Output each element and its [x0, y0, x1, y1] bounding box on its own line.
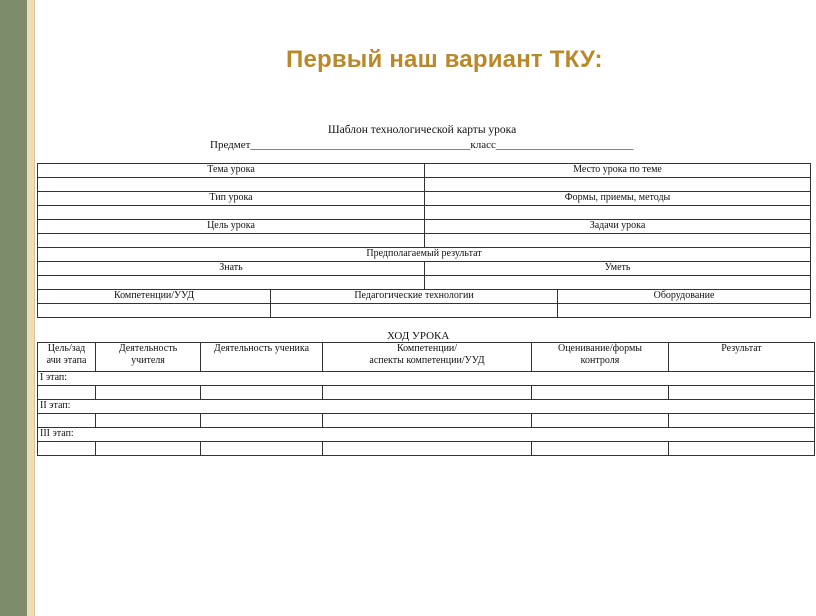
tasks-label: Задачи урока — [425, 220, 811, 234]
header-text: Оценивание/формы — [557, 343, 643, 354]
evaluation-header — [532, 343, 669, 372]
header-text: аспекты компетенции/УУД — [369, 355, 485, 366]
table-cell — [323, 414, 532, 428]
lesson-flow-table — [37, 342, 815, 456]
slide-title: Первый наш вариант ТКУ: — [286, 46, 603, 73]
can-value-cell — [425, 276, 811, 290]
table-row — [38, 276, 811, 290]
stage-1-label: I этап: — [38, 372, 815, 386]
table-cell — [96, 414, 201, 428]
table-cell — [38, 386, 96, 400]
table-cell — [532, 442, 669, 456]
table-cell — [96, 442, 201, 456]
slide-left-accent-stripe — [27, 0, 34, 616]
table-header-row — [38, 343, 815, 372]
type-value-cell — [38, 206, 425, 220]
table-cell — [323, 386, 532, 400]
table-cell — [38, 414, 96, 428]
table-row — [38, 164, 811, 178]
header-text: ачи этапа — [46, 355, 87, 366]
table-row — [38, 290, 811, 304]
lesson-flow-heading: ХОД УРОКА — [387, 330, 450, 342]
table-cell — [669, 442, 815, 456]
table-row — [38, 220, 811, 234]
document-title: Шаблон технологической карты урока — [328, 124, 517, 136]
forms-value-cell — [425, 206, 811, 220]
table-row — [38, 386, 815, 400]
table-row — [38, 206, 811, 220]
table-cell — [669, 386, 815, 400]
technologies-label: Педагогические технологии — [271, 290, 558, 304]
table-row — [38, 400, 815, 414]
goal-value-cell — [38, 234, 425, 248]
stage-3-label: III этап: — [38, 428, 815, 442]
table-row — [38, 248, 811, 262]
table-cell — [201, 386, 323, 400]
slide-left-border-bar — [0, 0, 27, 616]
place-label: Место урока по теме — [425, 164, 811, 178]
table-cell — [201, 414, 323, 428]
table-cell — [96, 386, 201, 400]
stage-2-label: II этап: — [38, 400, 815, 414]
header-text: Цель/зад — [47, 343, 86, 354]
topic-value-cell — [38, 178, 425, 192]
teacher-activity-header — [96, 343, 201, 372]
competencies-label: Компетенции/УУД — [38, 290, 271, 304]
header-text: контроля — [580, 355, 620, 366]
table-cell — [38, 442, 96, 456]
student-activity-header: Деятельность ученика — [201, 343, 323, 372]
forms-label: Формы, приемы, методы — [425, 192, 811, 206]
table-row — [38, 428, 815, 442]
header-text: учителя — [131, 355, 165, 366]
equipment-value-cell — [558, 304, 811, 318]
can-label: Уметь — [425, 262, 811, 276]
table-row — [38, 192, 811, 206]
lesson-template-table — [37, 163, 811, 318]
table-cell — [669, 414, 815, 428]
table-cell — [532, 414, 669, 428]
table-row — [38, 372, 815, 386]
header-text: Компетенции/ — [396, 343, 458, 354]
table-row — [38, 442, 815, 456]
table-row — [38, 234, 811, 248]
slide-left-divider — [34, 0, 35, 616]
table-cell — [323, 442, 532, 456]
result-header: Результат — [669, 343, 815, 372]
table-row — [38, 262, 811, 276]
place-value-cell — [425, 178, 811, 192]
equipment-label: Оборудование — [558, 290, 811, 304]
know-label: Знать — [38, 262, 425, 276]
table-row — [38, 304, 811, 318]
topic-label: Тема урока — [38, 164, 425, 178]
subject-class-line: Предмет________________________________________класс_________________________ — [210, 139, 634, 151]
know-value-cell — [38, 276, 425, 290]
table-cell — [201, 442, 323, 456]
competencies-header — [323, 343, 532, 372]
goal-label: Цель урока — [38, 220, 425, 234]
table-cell — [532, 386, 669, 400]
type-label: Тип урока — [38, 192, 425, 206]
stage-goal-header — [38, 343, 96, 372]
table-row — [38, 178, 811, 192]
tasks-value-cell — [425, 234, 811, 248]
expected-result-label: Предполагаемый результат — [38, 248, 811, 262]
header-text: Деятельность — [118, 343, 178, 354]
technologies-value-cell — [271, 304, 558, 318]
table-row — [38, 414, 815, 428]
competencies-value-cell — [38, 304, 271, 318]
